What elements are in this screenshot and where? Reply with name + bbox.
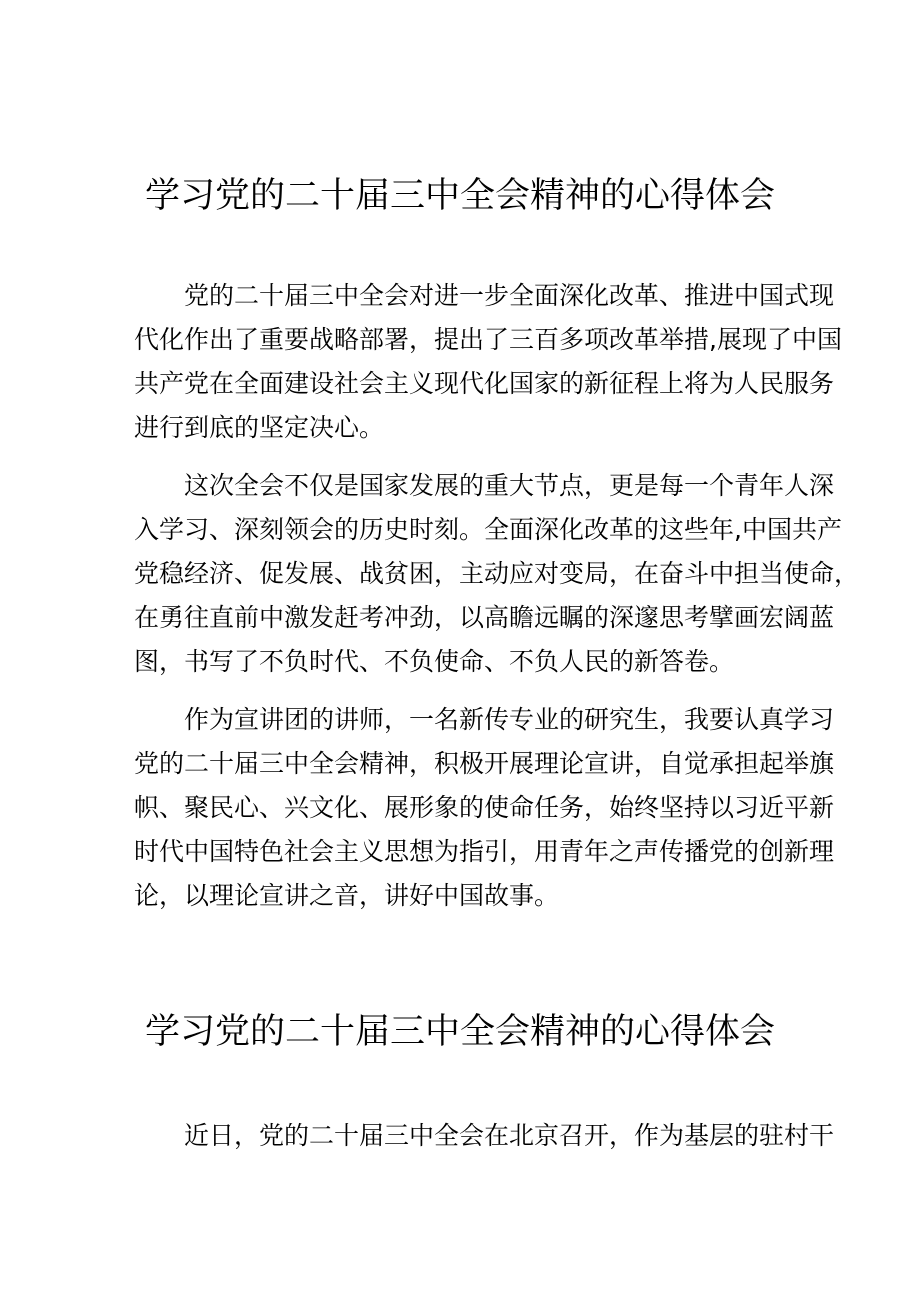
- paragraph-3-line-3: 帜、聚民心、兴文化、展形象的使命任务，始终坚持以习近平新: [134, 793, 835, 822]
- paragraph-2-line-3: 党稳经济、促发展、战贫困，主动应对变局，在奋斗中担当使命，: [134, 559, 860, 588]
- paragraph-3-line-1: 作为宣讲团的讲师，一名新传专业的研究生，我要认真学习: [184, 705, 835, 734]
- document-title: 学习党的二十届三中全会精神的心得体会: [144, 176, 775, 216]
- paragraph-2-line-2: 入学习、深刻领会的历史时刻。全面深化改革的这些年,中国共产: [134, 515, 842, 544]
- paragraph-1-line-2: 代化作出了重要战略部署，提出了三百多项改革举措,展现了中国: [134, 325, 842, 354]
- paragraph-2-line-5: 图，书写了不负时代、不负使命、不负人民的新答卷。: [134, 647, 735, 676]
- paragraph-2-line-1: 这次全会不仅是国家发展的重大节点，更是每一个青年人深: [184, 471, 835, 500]
- paragraph-1-line-4: 进行到底的坚定决心。: [134, 413, 385, 442]
- paragraph-1-line-1: 党的二十届三中全会对进一步全面深化改革、推进中国式现: [184, 281, 835, 310]
- paragraph-3-line-5: 论，以理论宣讲之音，讲好中国故事。: [134, 881, 560, 910]
- paragraph-3-line-2: 党的二十届三中全会精神，积极开展理论宣讲，自觉承担起举旗: [134, 749, 835, 778]
- second-paragraph-1-line-1: 近日，党的二十届三中全会在北京召开，作为基层的驻村干: [184, 1121, 835, 1150]
- paragraph-1-line-3: 共产党在全面建设社会主义现代化国家的新征程上将为人民服务: [134, 369, 835, 398]
- paragraph-2-line-4: 在勇往直前中激发赶考冲劲，以高瞻远瞩的深邃思考擘画宏阔蓝: [134, 603, 835, 632]
- second-document-title: 学习党的二十届三中全会精神的心得体会: [144, 1012, 775, 1052]
- paragraph-3-line-4: 时代中国特色社会主义思想为指引，用青年之声传播党的创新理: [134, 837, 835, 866]
